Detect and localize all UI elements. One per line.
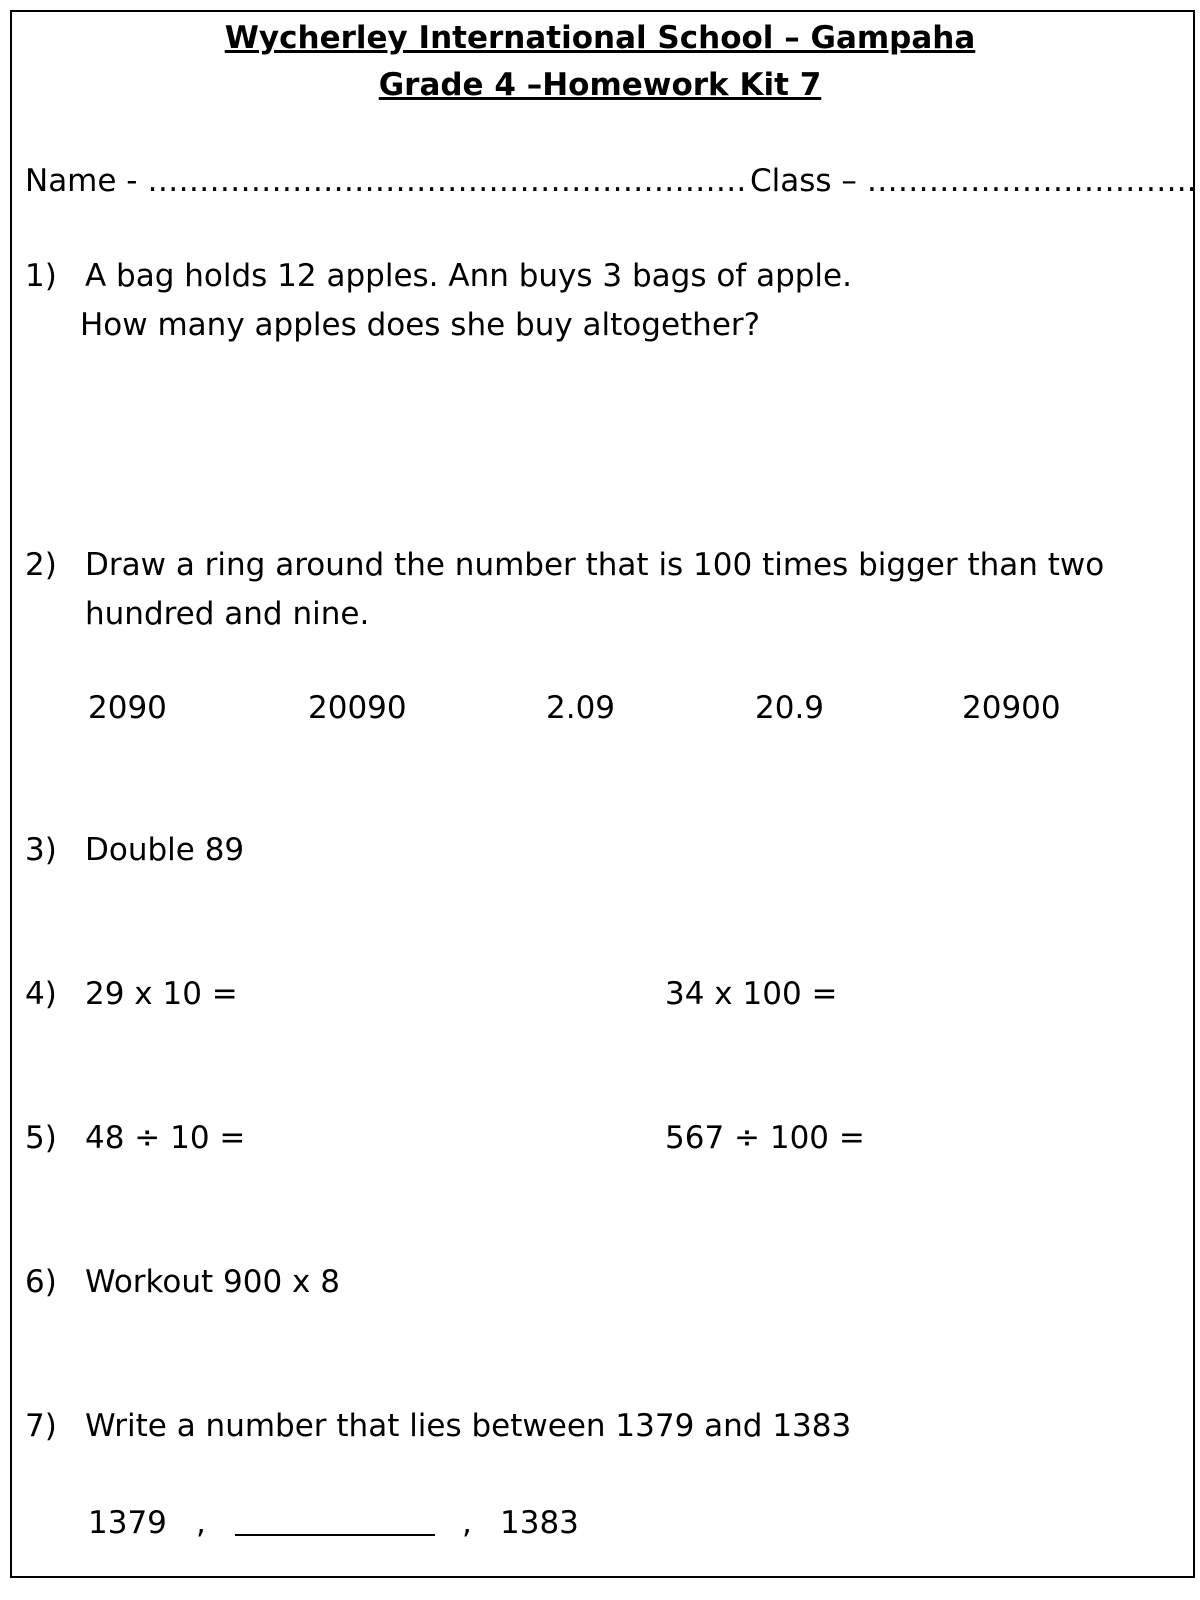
sequence-comma: ,: [196, 1505, 206, 1541]
question-1-text-line2: How many apples does she buy altogether?: [80, 307, 761, 343]
answer-option: 20090: [308, 690, 407, 726]
question-3-text: Double 89: [85, 832, 245, 868]
answer-option: 20900: [962, 690, 1061, 726]
question-number: 5): [25, 1120, 57, 1156]
school-title: Wycherley International School – Gampaha: [224, 20, 976, 56]
question-4-left: 29 x 10 =: [85, 976, 238, 1012]
answer-blank-line[interactable]: [235, 1512, 435, 1540]
question-2-text-line2: hundred and nine.: [85, 596, 370, 632]
page-border: [10, 10, 1195, 1578]
question-2-text-line1: Draw a ring around the number that is 100 times bigger than two: [85, 547, 1105, 583]
question-number: 3): [25, 832, 57, 868]
sequence-comma: ,: [462, 1505, 472, 1541]
question-number: 2): [25, 547, 57, 583]
answer-option: 2.09: [546, 690, 616, 726]
question-number: 4): [25, 976, 57, 1012]
question-number: 1): [25, 258, 57, 294]
class-field-label: Class – …………………………..: [750, 163, 1197, 199]
question-1-text-line1: A bag holds 12 apples. Ann buys 3 bags of apple.: [85, 258, 852, 294]
question-5-left: 48 ÷ 10 =: [85, 1120, 246, 1156]
question-4-right: 34 x 100 =: [665, 976, 838, 1012]
name-field-label: Name - ………………………………………………….: [25, 163, 747, 199]
sequence-start: 1379: [88, 1505, 167, 1541]
sequence-end: 1383: [500, 1505, 579, 1541]
question-number: 7): [25, 1408, 57, 1444]
question-7-text: Write a number that lies between 1379 and 1383: [85, 1408, 852, 1444]
question-6-text: Workout 900 x 8: [85, 1264, 340, 1300]
answer-option: 20.9: [755, 690, 825, 726]
question-5-right: 567 ÷ 100 =: [665, 1120, 865, 1156]
question-number: 6): [25, 1264, 57, 1300]
answer-option: 2090: [88, 690, 167, 726]
homework-kit-title: Grade 4 –Homework Kit 7: [378, 67, 822, 103]
